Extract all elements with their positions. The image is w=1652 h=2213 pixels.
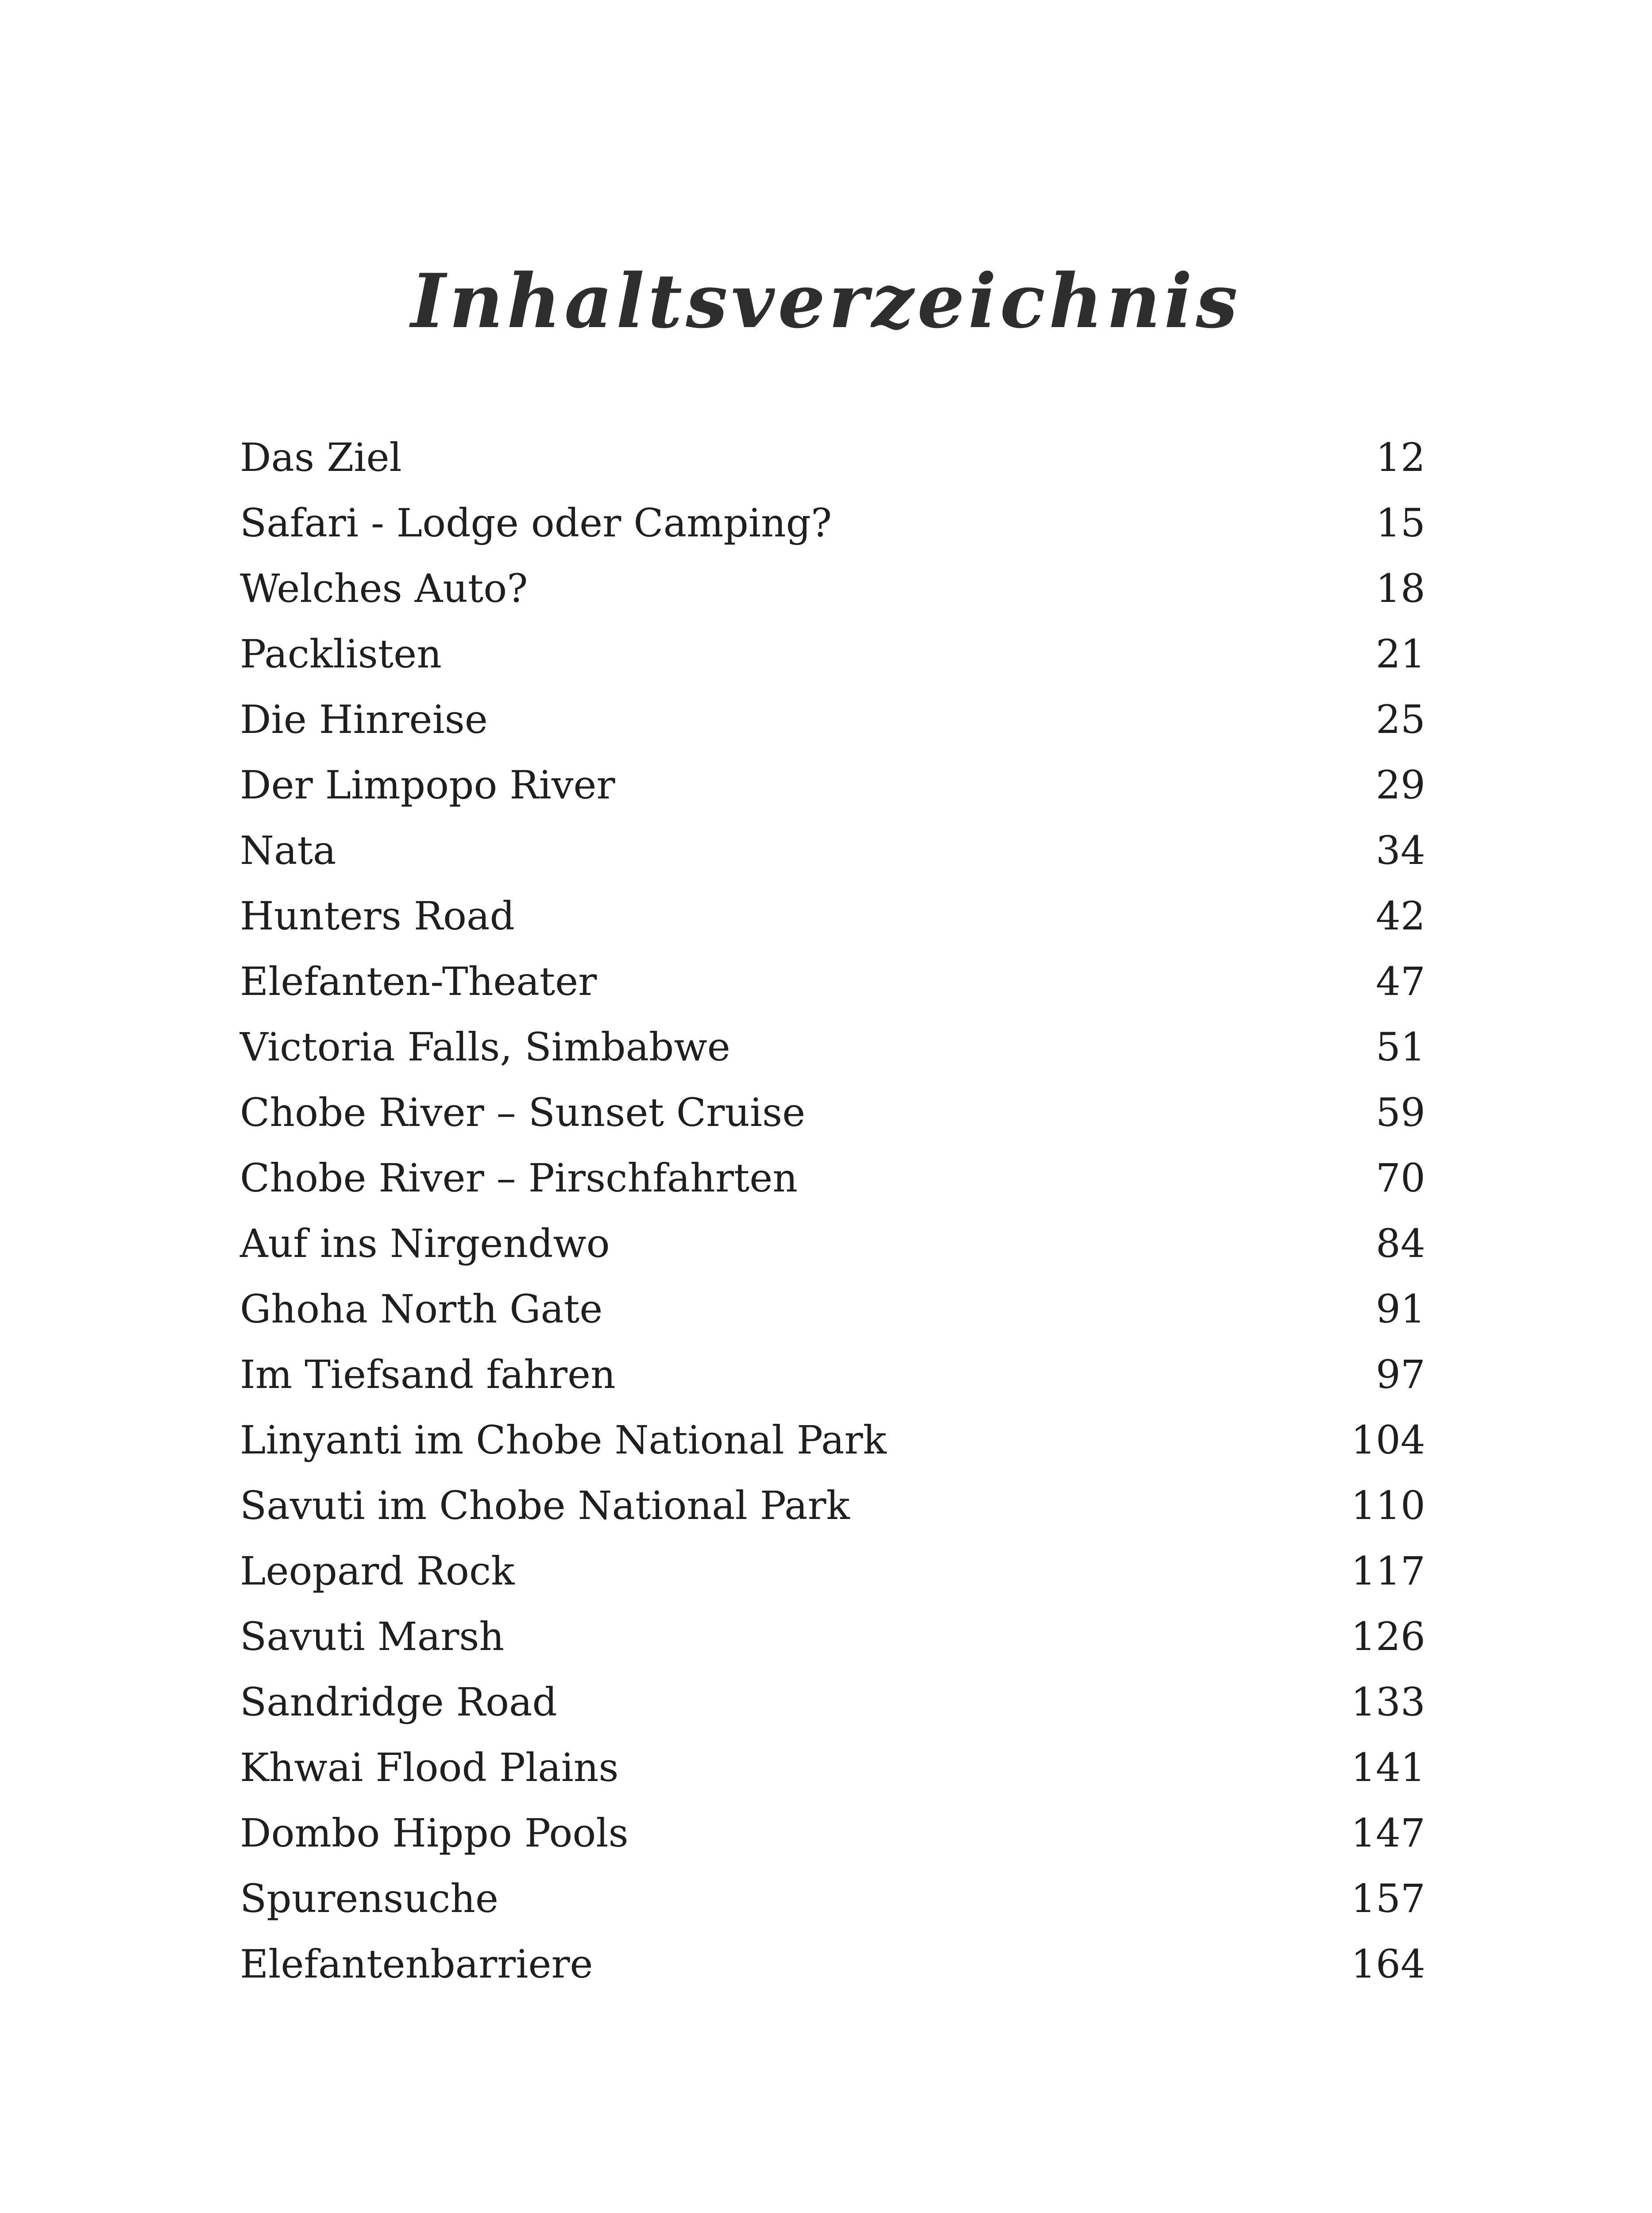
toc-entry-page: 126 [1351,1614,1425,1659]
toc-entry-title: Safari - Lodge oder Camping? [240,500,832,546]
toc-entry-title: Welches Auto? [240,566,528,611]
toc-entry-page: 18 [1376,566,1425,611]
toc-entry [240,1145,1425,1211]
toc-entry [240,818,1425,883]
toc-entry-page: 91 [1376,1286,1425,1332]
toc-entry [240,1800,1425,1866]
toc-entry [240,1932,1425,1997]
toc-entry-page: 147 [1351,1810,1425,1856]
toc-entry [240,556,1425,621]
toc-entry [240,1604,1425,1669]
toc-entry-page: 42 [1376,893,1425,939]
toc-entry-title: Auf ins Nirgendwo [240,1221,610,1266]
toc-entry-title: Leopard Rock [240,1548,515,1594]
toc-entry-page: 59 [1376,1090,1425,1135]
toc-entry [240,621,1425,687]
toc-entry-title: Chobe River – Sunset Cruise [240,1090,806,1135]
toc-entry-title: Elefantenbarriere [240,1941,593,1987]
toc-entry [240,1014,1425,1080]
toc-entry-page: 84 [1376,1221,1425,1266]
toc-entry-page: 104 [1351,1417,1425,1463]
toc-entry-page: 157 [1351,1876,1425,1921]
toc-entry-title: Im Tiefsand fahren [240,1352,616,1397]
toc-entry [240,1342,1425,1407]
toc-entry [240,1276,1425,1342]
toc-entry-page: 117 [1351,1548,1425,1594]
toc-entry-page: 97 [1376,1352,1425,1397]
toc-entry-title: Spurensuche [240,1876,498,1921]
toc-entry [240,1473,1425,1538]
toc-entry [240,1669,1425,1735]
toc-entry [240,1538,1425,1604]
toc-entry [240,1866,1425,1932]
toc-entry-page: 51 [1376,1024,1425,1070]
toc-entry [240,1080,1425,1145]
toc-entry-page: 70 [1376,1155,1425,1201]
toc-entry-title: Khwai Flood Plains [240,1745,619,1790]
toc-entry-title: Dombo Hippo Pools [240,1810,629,1856]
toc-entry-page: 15 [1376,500,1425,546]
toc-entry-page: 164 [1351,1941,1425,1987]
toc-entry-title: Savuti im Chobe National Park [240,1483,850,1528]
toc-entry-title: Sandridge Road [240,1679,557,1725]
toc-entry [240,425,1425,490]
toc-entry [240,949,1425,1014]
toc-entry-title: Packlisten [240,631,442,677]
toc-entry [240,752,1425,818]
toc-entry-title: Savuti Marsh [240,1614,505,1659]
toc-entry-title: Hunters Road [240,893,515,939]
toc-entry-page: 110 [1351,1483,1425,1528]
toc-entry [240,1735,1425,1800]
toc-entry [240,1407,1425,1473]
toc-entry-page: 133 [1351,1679,1425,1725]
toc-entry-title: Elefanten-Theater [240,959,597,1004]
toc-entry-title: Nata [240,828,336,873]
page-title: Inhaltsverzeichnis [411,257,1241,345]
toc-entry [240,883,1425,949]
toc-entry-page: 34 [1376,828,1425,873]
table-of-contents [240,425,1425,1997]
toc-entry [240,1211,1425,1276]
toc-entry-title: Linyanti im Chobe National Park [240,1417,887,1463]
toc-entry-page: 29 [1376,762,1425,808]
toc-entry-title: Ghoha North Gate [240,1286,603,1332]
toc-entry-page: 12 [1376,435,1425,480]
toc-entry-title: Das Ziel [240,435,402,480]
toc-entry-title: Der Limpopo River [240,762,615,808]
toc-entry-page: 47 [1376,959,1425,1004]
toc-entry-page: 141 [1351,1745,1425,1790]
toc-entry [240,687,1425,752]
toc-entry-title: Victoria Falls, Simbabwe [240,1024,730,1070]
toc-entry-page: 21 [1376,631,1425,677]
toc-entry-title: Chobe River – Pirschfahrten [240,1155,798,1201]
toc-entry [240,490,1425,556]
toc-entry-title: Die Hinreise [240,697,488,742]
toc-entry-page: 25 [1376,697,1425,742]
